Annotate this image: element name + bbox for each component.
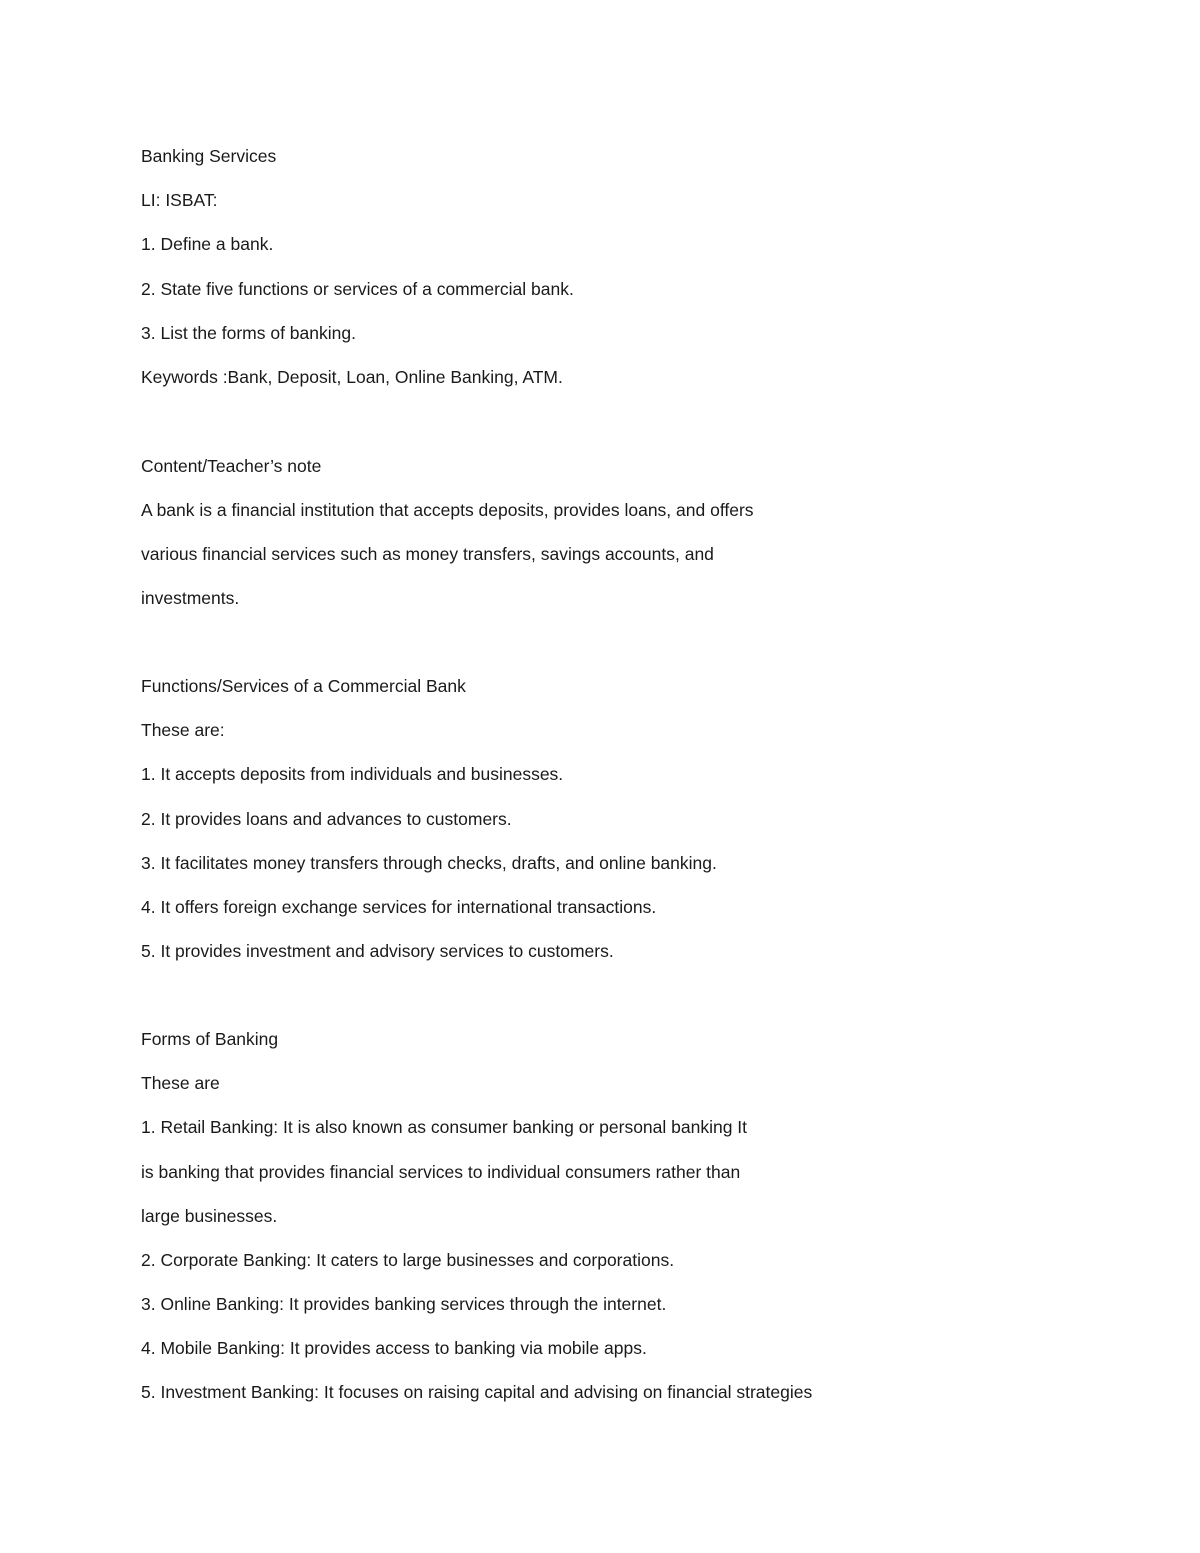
forms-line: 3. Online Banking: It provides banking services through the internet.: [141, 1294, 667, 1314]
definition-line: A bank is a financial institution that accepts deposits, provides loans, and offers: [141, 500, 754, 520]
objective-item: 2. State five functions or services of a commercial bank.: [141, 279, 574, 299]
function-item: 3. It facilitates money transfers through checks, drafts, and online banking.: [141, 853, 717, 873]
forms-intro: These are: [141, 1073, 220, 1093]
objective-item: 3. List the forms of banking.: [141, 323, 356, 343]
function-item: 2. It provides loans and advances to customers.: [141, 809, 512, 829]
forms-line: 2. Corporate Banking: It caters to large businesses and corporations.: [141, 1250, 675, 1270]
forms-line: 4. Mobile Banking: It provides access to banking via mobile apps.: [141, 1338, 647, 1358]
definition-line: investments.: [141, 588, 240, 608]
learning-intention: LI: ISBAT:: [141, 190, 218, 210]
content-heading: Content/Teacher’s note: [141, 456, 322, 476]
document-title: Banking Services: [141, 146, 277, 166]
function-item: 5. It provides investment and advisory services to customers.: [141, 941, 614, 961]
function-item: 4. It offers foreign exchange services for international transactions.: [141, 897, 657, 917]
functions-heading: Functions/Services of a Commercial Bank: [141, 676, 466, 696]
forms-heading: Forms of Banking: [141, 1029, 279, 1049]
forms-line: 1. Retail Banking: It is also known as consumer banking or personal banking It: [141, 1117, 748, 1137]
forms-line: is banking that provides financial services to individual consumers rather than: [141, 1162, 741, 1182]
forms-line: 5. Investment Banking: It focuses on raising capital and advising on financial strategies: [141, 1382, 813, 1402]
objective-item: 1. Define a bank.: [141, 234, 274, 254]
keywords-line: Keywords :Bank, Deposit, Loan, Online Banking, ATM.: [141, 367, 563, 387]
forms-line: large businesses.: [141, 1206, 278, 1226]
functions-intro: These are:: [141, 720, 225, 740]
function-item: 1. It accepts deposits from individuals and businesses.: [141, 764, 564, 784]
definition-line: various financial services such as money transfers, savings accounts, and: [141, 544, 714, 564]
